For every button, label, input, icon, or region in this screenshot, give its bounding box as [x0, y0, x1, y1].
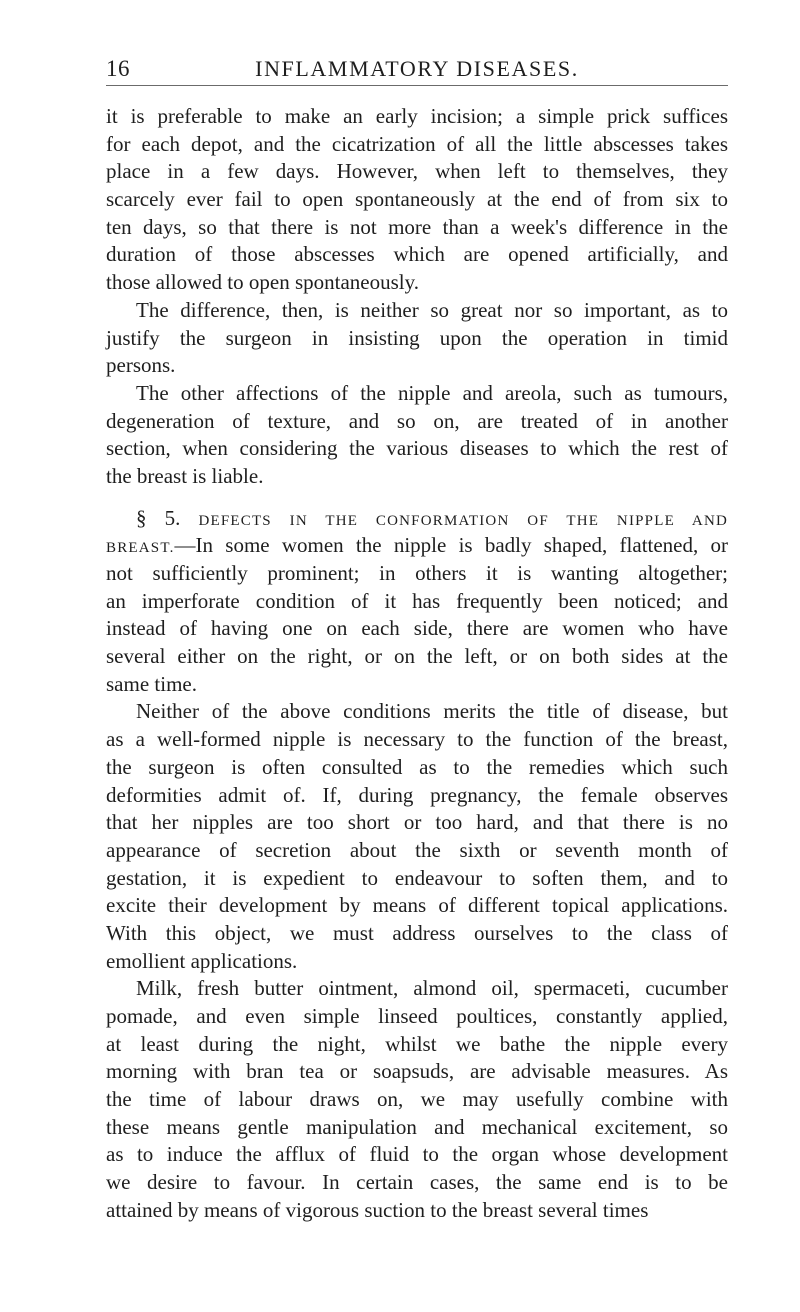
text-line: The difference, then, is neither so great nor so important, as to	[136, 297, 728, 322]
text-line: as a well-formed nipple is necessary to the function of the breast,	[106, 727, 728, 752]
text-line: not sufficiently prominent; in others it is wanting altogether;	[106, 561, 728, 585]
text-line: at least during the night, whilst we bathe the nipple every	[106, 1031, 728, 1056]
text-line: place in a few days. However, when left to themselves, they	[106, 159, 728, 184]
text-line: pomade, and even simple linseed poultices, constantly applied,	[106, 1004, 728, 1028]
text-line: instead of having one on each side, there are women who have	[106, 616, 728, 641]
text-line: justify the surgeon in insisting upon the operation in timid	[106, 325, 728, 350]
section-heading-line	[106, 505, 728, 533]
text-line: an imperforate condition of it has frequently been noticed; and	[106, 588, 728, 613]
text-line: Neither of the above conditions merits the title of disease, but	[136, 699, 728, 724]
text-line: scarcely ever fail to open spontaneously at the end of from six to	[106, 187, 728, 212]
section-mark: § 5.	[136, 505, 181, 530]
text-line: several either on the right, or on the left, or on both sides at the	[106, 644, 728, 669]
text-line: it is preferable to make an early incision; a simple prick suffices	[106, 104, 728, 128]
text-line: degeneration of texture, and so on, are treated of in another	[106, 408, 728, 433]
text-line: morning with bran tea or soapsuds, are advisable measures. As	[106, 1059, 728, 1084]
running-title: INFLAMMATORY DISEASES.	[255, 56, 579, 81]
text-line: we desire to favour. In certain cases, the same end is to be	[106, 1170, 728, 1195]
page-number: 16	[106, 56, 130, 81]
body-text	[106, 103, 728, 1225]
text-line: ten days, so that there is not more than a week's difference in the	[106, 214, 728, 239]
text-line: duration of those abscesses which are opened artificially, and	[106, 242, 728, 267]
text-line: deformities admit of. If, during pregnancy, the female observes	[106, 782, 728, 807]
text-line: section, when considering the various diseases to which the rest of	[106, 436, 728, 461]
header-rule	[106, 85, 728, 86]
text-line: those allowed to open spontaneously.	[106, 270, 420, 295]
text-line: same time.	[106, 671, 197, 696]
text-line: attained by means of vigorous suction to the breast several times	[106, 1197, 649, 1222]
text-line: excite their development by means of different topical applications.	[106, 893, 728, 918]
text-line: The other affections of the nipple and areola, such as tumours,	[136, 380, 728, 405]
text-line: With this object, we must address ourselves to the class of	[106, 920, 728, 945]
text-line: Milk, fresh butter ointment, almond oil, spermaceti, cucumber	[136, 976, 728, 1001]
section-heading: DEFECTS IN THE CONFORMATION OF THE NIPPLE AND	[198, 512, 729, 529]
section-heading-continued: BREAST.	[106, 540, 175, 557]
text-line: gestation, it is expedient to endeavour to soften them, and to	[106, 865, 728, 890]
text-line: the time of labour draws on, we may usefully combine with	[106, 1087, 728, 1112]
section-gap	[106, 491, 728, 505]
text-line: the breast is liable.	[106, 463, 264, 488]
text-line: that her nipples are too short or too hard, and that there is no	[106, 810, 728, 835]
text-line: the surgeon is often consulted as to the remedies which such	[106, 754, 728, 779]
text-line: for each depot, and the cicatrization of all the little abscesses takes	[106, 131, 728, 156]
text-line: as to induce the afflux of fluid to the organ whose development	[106, 1142, 728, 1167]
text-line: these means gentle manipulation and mechanical excitement, so	[106, 1114, 728, 1139]
text-line	[106, 532, 728, 560]
text-line: appearance of secretion about the sixth or seventh month of	[106, 837, 728, 862]
text-line: emollient applications.	[106, 948, 298, 973]
section-first-line: —In some women the nipple is badly shaped, flattened, or	[174, 533, 728, 558]
text-line: persons.	[106, 353, 176, 378]
